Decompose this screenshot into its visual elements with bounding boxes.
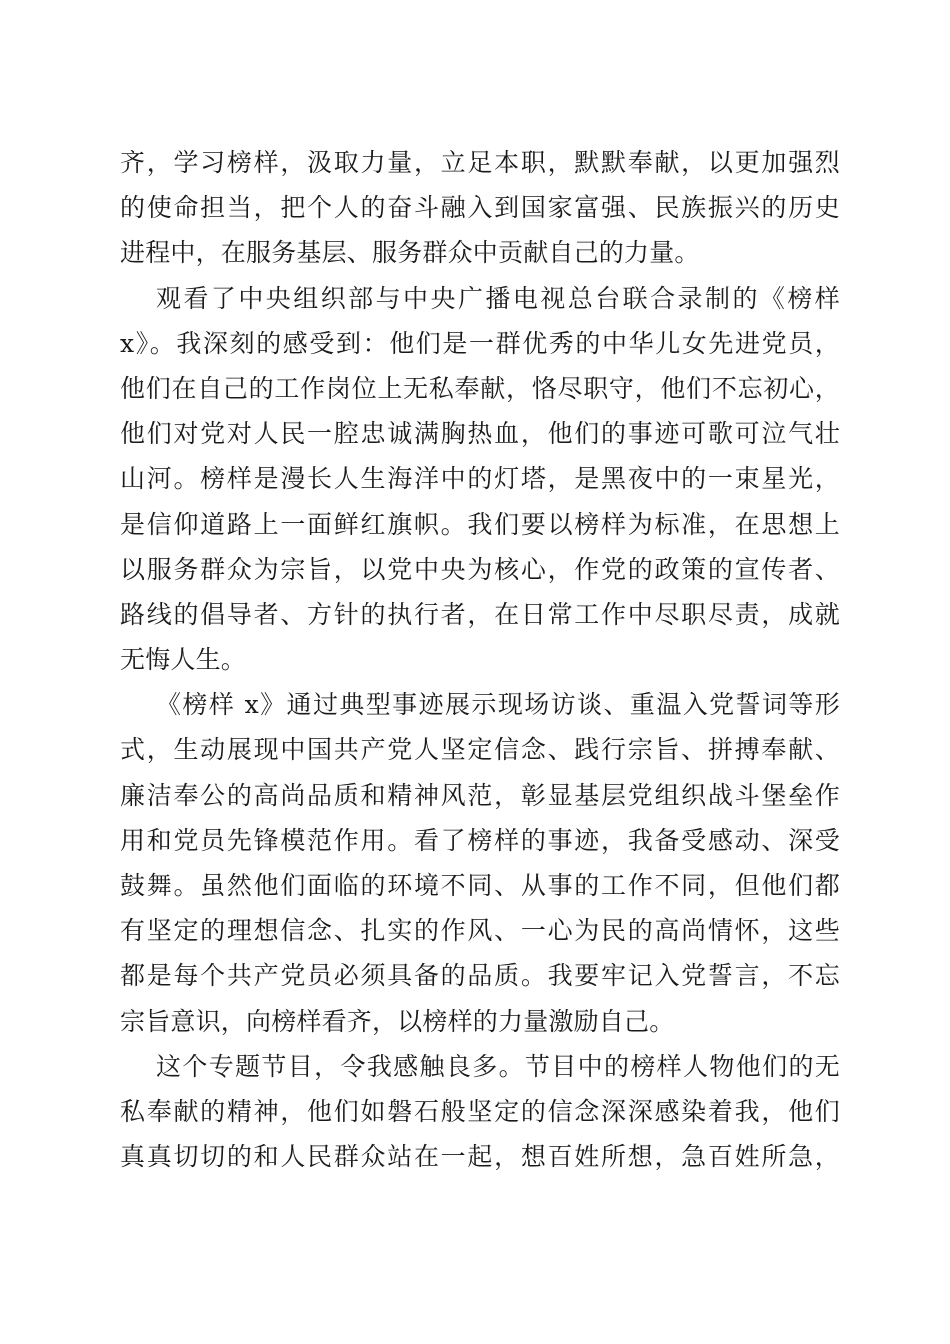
paragraph-1	[120, 140, 840, 276]
paragraph-4	[120, 1044, 840, 1180]
text-line: 无悔人生。	[120, 645, 247, 675]
paragraph-3	[120, 682, 840, 1044]
text-line: 都是每个共产党员必须具备的品质。我要牢记入党誓言，不忘	[120, 961, 840, 991]
text-line: 式，生动展现中国共产党人坚定信念、践行宗旨、拼搏奉献、	[120, 735, 840, 765]
text-line: 有坚定的理想信念、扎实的作风、一心为民的高尚情怀，这些	[120, 916, 840, 946]
text-line: 齐，学习榜样，汲取力量，立足本职，默默奉献，以更加强烈	[120, 148, 840, 177]
document-body	[120, 140, 840, 1179]
paragraph-2	[120, 276, 840, 683]
text-line: 廉洁奉公的高尚品质和精神风范，彰显基层党组织战斗堡垒作	[120, 780, 840, 810]
text-line: 以服务群众为宗旨，以党中央为核心，作党的政策的宣传者、	[120, 554, 840, 584]
text-line: 山河。榜样是漫长人生海洋中的灯塔，是黑夜中的一束星光，	[120, 464, 840, 494]
text-line: 观看了中央组织部与中央广播电视总台联合录制的《榜样	[156, 283, 840, 313]
text-line: x》。我深刻的感受到：他们是一群优秀的中华儿女先进党员，	[120, 328, 840, 358]
text-line: 进程中，在服务基层、服务群众中贡献自己的力量。	[120, 238, 700, 268]
text-line: 是信仰道路上一面鲜红旗帜。我们要以榜样为标准，在思想上	[120, 509, 840, 539]
text-line: 路线的倡导者、方针的执行者，在日常工作中尽职尽责，成就	[120, 599, 840, 629]
text-line: 《榜样 x》通过典型事迹展示现场访谈、重温入党誓词等形	[156, 690, 840, 720]
text-line: 用和党员先锋模范作用。看了榜样的事迹，我备受感动、深受	[120, 825, 840, 855]
text-line: 真真切切的和人民群众站在一起，想百姓所想，急百姓所急，	[120, 1142, 840, 1172]
text-line: 宗旨意识，向榜样看齐，以榜样的力量激励自己。	[120, 1006, 675, 1036]
text-line: 鼓舞。虽然他们面临的环境不同、从事的工作不同，但他们都	[120, 871, 840, 900]
text-line: 的使命担当，把个人的奋斗融入到国家富强、民族振兴的历史	[120, 193, 840, 223]
text-line: 私奉献的精神，他们如磐石般坚定的信念深深感染着我，他们	[120, 1096, 840, 1126]
text-line: 这个专题节目，令我感触良多。节目中的榜样人物他们的无	[156, 1051, 840, 1081]
text-line: 他们对党对人民一腔忠诚满胸热血，他们的事迹可歌可泣气壮	[120, 419, 840, 449]
text-line: 他们在自己的工作岗位上无私奉献，恪尽职守，他们不忘初心，	[120, 373, 840, 403]
